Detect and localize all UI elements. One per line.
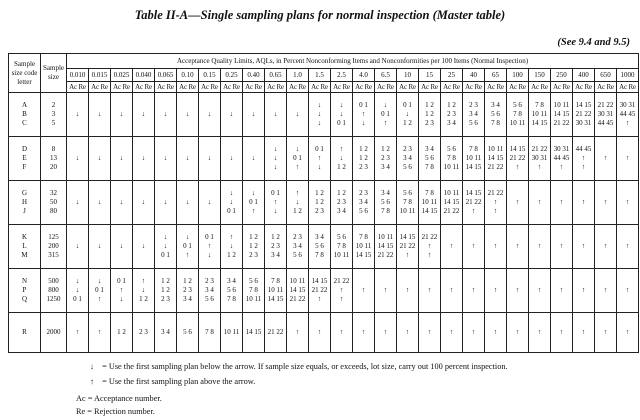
plan-cell: ↓ <box>89 225 111 269</box>
ac-re-label: Ac Re <box>617 82 639 93</box>
plan-cell: ↓ 0 1 ↑ <box>177 225 199 269</box>
plan-cell: ↓ <box>199 137 221 181</box>
plan-cell: ↑ <box>551 225 573 269</box>
plan-cell: ↑ <box>551 269 573 313</box>
plan-cell: ↓ <box>287 93 309 137</box>
plan-cell: 7 8 10 11 14 15 <box>463 137 485 181</box>
ac-re-label: Ac Re <box>331 82 353 93</box>
plan-cell: 1 2 2 3 3 4 <box>265 225 287 269</box>
plan-cell: 30 31 44 45 ↑ <box>551 137 573 181</box>
plan-cell: ↑ <box>353 313 375 353</box>
plan-group-row <box>9 181 639 225</box>
plan-cell: 1 2 1 2 2 3 <box>419 93 441 137</box>
plan-cell: 0 1 ↑ ↓ <box>199 225 221 269</box>
ac-re-label: Ac Re <box>265 82 287 93</box>
plan-cell: ↑ <box>463 313 485 353</box>
sample-sizes: 2000 <box>41 313 67 353</box>
ac-re-label: Ac Re <box>243 82 265 93</box>
plan-cell: 1 2 2 3 3 4 <box>441 93 463 137</box>
plan-cell: 21 22 30 31 44 45 <box>595 93 617 137</box>
plan-cell: ↓ 0 1 ↑ <box>375 93 397 137</box>
plan-cell: ↓ 0 1 ↑ <box>89 269 111 313</box>
plan-cell: ↑ <box>573 225 595 269</box>
plan-cell: ↑ <box>617 225 639 269</box>
aql-value: 2.5 <box>331 69 353 82</box>
plan-cell: ↑ <box>441 225 463 269</box>
plan-cell: 0 1 ↑ ↓ <box>309 137 331 181</box>
sample-size-header: Sample size <box>41 54 67 93</box>
plan-cell: ↑ <box>331 313 353 353</box>
plan-cell: 10 11 14 15 21 22 <box>375 225 397 269</box>
plan-cell: 1 2 <box>111 313 133 353</box>
plan-cell: ↑ <box>573 313 595 353</box>
ac-re-label: Ac Re <box>529 82 551 93</box>
plan-cell: 2 3 3 4 5 6 <box>397 137 419 181</box>
plan-cell: 1 2 1 2 2 3 <box>309 181 331 225</box>
plan-cell: ↓ <box>89 93 111 137</box>
plan-cell: ↓ <box>133 181 155 225</box>
plan-cell: 7 8 <box>199 313 221 353</box>
plan-cell: 5 6 7 8 10 11 <box>331 225 353 269</box>
legend-down <box>84 362 508 371</box>
plan-cell: ↓ <box>243 137 265 181</box>
plan-cell: ↑ <box>529 269 551 313</box>
plan-cell: 3 4 5 6 7 8 <box>485 93 507 137</box>
sample-sizes: 8 13 20 <box>41 137 67 181</box>
plan-cell: ↓ <box>111 225 133 269</box>
plan-group-row <box>9 269 639 313</box>
sampling-plans-table <box>8 53 639 353</box>
plan-cell: ↓ <box>199 93 221 137</box>
plan-cell: ↑ <box>463 269 485 313</box>
ac-re-label: Ac Re <box>397 82 419 93</box>
plan-cell: ↓ <box>199 181 221 225</box>
plan-cell: ↑ <box>375 313 397 353</box>
aql-value: 6.5 <box>375 69 397 82</box>
plan-cell: ↑ <box>551 313 573 353</box>
plan-cell: 3 4 5 6 7 8 <box>309 225 331 269</box>
plan-cell: ↓ <box>133 225 155 269</box>
ac-re-label: Ac Re <box>353 82 375 93</box>
aql-value: 650 <box>595 69 617 82</box>
plan-cell: ↑ <box>595 313 617 353</box>
plan-cell: ↑ <box>595 137 617 181</box>
plan-cell: ↓ <box>67 181 89 225</box>
ac-re-label: Ac Re <box>89 82 111 93</box>
ac-re-label: Ac Re <box>155 82 177 93</box>
plan-cell: 10 11 14 15 21 22 <box>441 181 463 225</box>
plan-cell: ↑ <box>573 269 595 313</box>
aql-value: 1.0 <box>287 69 309 82</box>
plan-cell: ↓ <box>221 137 243 181</box>
ac-re-label: Ac Re <box>177 82 199 93</box>
aql-value: 40 <box>463 69 485 82</box>
plan-cell: ↓ <box>155 181 177 225</box>
plan-cell: 7 8 10 11 14 15 <box>265 269 287 313</box>
ac-re-label: Ac Re <box>111 82 133 93</box>
plan-cell: 10 11 14 15 21 22 <box>485 137 507 181</box>
plan-cell: ↑ <box>485 269 507 313</box>
plan-cell: ↓ 0 1 ↑ <box>287 137 309 181</box>
plan-cell: 1 2 2 3 3 4 <box>177 269 199 313</box>
plan-cell: ↓ <box>67 137 89 181</box>
plan-body <box>9 93 639 353</box>
plan-cell: 21 22 30 31 ↑ <box>529 137 551 181</box>
plan-cell: 14 15 21 22 ↑ <box>309 269 331 313</box>
aql-value: 0.15 <box>199 69 221 82</box>
plan-cell: 1 2 2 3 3 4 <box>331 181 353 225</box>
plan-cell: ↓ <box>111 93 133 137</box>
aql-value: 0.40 <box>243 69 265 82</box>
plan-cell: 7 8 10 11 14 15 <box>353 225 375 269</box>
ac-re-label: Ac Re <box>507 82 529 93</box>
plan-cell: 1 2 1 2 2 3 <box>155 269 177 313</box>
plan-cell: ↑ <box>617 181 639 225</box>
aql-value: 150 <box>529 69 551 82</box>
down-arrow-icon: ↓ <box>89 362 95 371</box>
plan-cell: ↑ <box>441 313 463 353</box>
plan-cell: ↑ <box>397 269 419 313</box>
aql-value: 4.0 <box>353 69 375 82</box>
sample-sizes: 500 800 1250 <box>41 269 67 313</box>
ac-re-row <box>9 82 639 93</box>
plan-cell: ↓ <box>89 137 111 181</box>
plan-cell: 0 1 ↓ 1 2 <box>397 93 419 137</box>
plan-cell: ↓ <box>177 137 199 181</box>
sample-sizes: 125 200 315 <box>41 225 67 269</box>
plan-cell: ↑ <box>529 225 551 269</box>
plan-cell: ↑ <box>529 313 551 353</box>
plan-group-row <box>9 93 639 137</box>
aql-value: 0.015 <box>89 69 111 82</box>
plan-cell: ↓ <box>111 181 133 225</box>
plan-cell: 5 6 7 8 10 11 <box>397 181 419 225</box>
plan-cell: ↓ <box>67 225 89 269</box>
aql-caption: Acceptance Quality Limits, AQLs, in Percent Nonconforming Items and Nonconformities per 100 Items (Normal Inspection) <box>67 54 639 69</box>
plan-cell: 30 31 44 45 ↑ <box>617 93 639 137</box>
ac-re-label: Ac Re <box>221 82 243 93</box>
legend-down-text: = Use the first sampling plan below the arrow. If sample size equals, or exceeds, lot size, carry out 100 percent inspection. <box>102 362 508 371</box>
plan-cell: 21 22 <box>265 313 287 353</box>
aql-value: 15 <box>419 69 441 82</box>
plan-cell: ↑ <box>617 313 639 353</box>
plan-cell: 0 1 ↑ ↓ <box>265 181 287 225</box>
plan-cell: ↑ <box>419 269 441 313</box>
plan-cell: ↑ <box>595 181 617 225</box>
plan-cell: ↓ <box>67 93 89 137</box>
legend-up-text: = Use the first sampling plan above the arrow. <box>102 377 256 386</box>
plan-cell: ↓ ↓ 0 1 <box>331 93 353 137</box>
plan-cell: ↑ <box>309 313 331 353</box>
plan-cell: 5 6 <box>177 313 199 353</box>
plan-cell: ↓ <box>111 137 133 181</box>
ac-re-label: Ac Re <box>287 82 309 93</box>
plan-cell: ↑ <box>353 269 375 313</box>
plan-cell: ↓ ↓ ↓ <box>309 93 331 137</box>
plan-cell: 3 4 5 6 7 8 <box>375 181 397 225</box>
plan-cell: ↑ <box>89 313 111 353</box>
code-letters: G H J <box>9 181 41 225</box>
plan-cell: ↑ <box>397 313 419 353</box>
plan-cell: ↓ <box>155 93 177 137</box>
plan-cell: ↑ <box>617 137 639 181</box>
plan-cell: 1 2 1 2 2 3 <box>353 137 375 181</box>
table-title: Table II-A—Single sampling plans for normal inspection (Master table) <box>134 8 506 22</box>
plan-cell: 3 4 <box>155 313 177 353</box>
sample-sizes: 2 3 5 <box>41 93 67 137</box>
plan-cell: ↑ <box>463 225 485 269</box>
plan-cell: 14 15 <box>243 313 265 353</box>
code-letters: A B C <box>9 93 41 137</box>
plan-cell: 2 3 3 4 5 6 <box>463 93 485 137</box>
aql-value: 0.040 <box>133 69 155 82</box>
plan-cell: ↓ <box>221 93 243 137</box>
plan-cell: ↓ <box>155 137 177 181</box>
plan-cell: 21 22 ↑ ↑ <box>331 269 353 313</box>
section-reference: (See 9.4 and 9.5) <box>557 37 630 48</box>
plan-group-row <box>9 225 639 269</box>
plan-cell: 3 4 5 6 7 8 <box>419 137 441 181</box>
plan-cell: ↑ <box>419 313 441 353</box>
plan-cell: 5 6 7 8 10 11 <box>507 93 529 137</box>
plan-cell: ↓ <box>89 181 111 225</box>
plan-cell: 5 6 7 8 10 11 <box>441 137 463 181</box>
plan-cell: ↑ ↓ 1 2 <box>287 181 309 225</box>
plan-cell: 1 2 1 2 2 3 <box>243 225 265 269</box>
plan-cell: 10 11 14 15 21 22 <box>551 93 573 137</box>
code-letter-header: Sample size code letter <box>9 54 41 93</box>
plan-cell: ↓ ↓ 0 1 <box>67 269 89 313</box>
aql-value: 0.10 <box>177 69 199 82</box>
plan-cell: ↑ <box>485 313 507 353</box>
legend-up <box>84 377 255 386</box>
plan-cell: ↓ <box>133 137 155 181</box>
aql-value: 25 <box>441 69 463 82</box>
plan-cell: 21 22 ↑ ↑ <box>485 181 507 225</box>
plan-cell: 7 8 10 11 14 15 <box>419 181 441 225</box>
sample-sizes: 32 50 80 <box>41 181 67 225</box>
ac-re-label: Ac Re <box>463 82 485 93</box>
aql-value: 0.065 <box>155 69 177 82</box>
ac-re-label: Ac Re <box>67 82 89 93</box>
plan-cell: ↑ <box>507 181 529 225</box>
ac-re-label: Ac Re <box>595 82 617 93</box>
plan-cell: ↓ <box>265 93 287 137</box>
plan-cell: ↑ <box>507 269 529 313</box>
legend-ac: Ac = Acceptance number. <box>76 394 162 403</box>
plan-cell: ↓ 0 1 ↑ <box>243 181 265 225</box>
plan-cell: ↑ <box>595 225 617 269</box>
plan-cell: ↑ <box>595 269 617 313</box>
aql-value: 1000 <box>617 69 639 82</box>
aql-value: 0.025 <box>111 69 133 82</box>
plan-cell: ↓ <box>243 93 265 137</box>
ac-re-label: Ac Re <box>441 82 463 93</box>
plan-cell: 0 1 ↑ ↓ <box>111 269 133 313</box>
plan-cell: ↑ ↓ 1 2 <box>133 269 155 313</box>
ac-re-label: Ac Re <box>485 82 507 93</box>
code-letters: D E F <box>9 137 41 181</box>
plan-cell: 2 3 3 4 5 6 <box>353 181 375 225</box>
plan-cell: 14 15 21 22 ↑ <box>397 225 419 269</box>
ac-re-label: Ac Re <box>419 82 441 93</box>
code-letters: K L M <box>9 225 41 269</box>
plan-cell: ↑ ↓ 1 2 <box>221 225 243 269</box>
plan-cell: 3 4 5 6 7 8 <box>221 269 243 313</box>
aql-value: 1.5 <box>309 69 331 82</box>
plan-cell: ↓ <box>177 181 199 225</box>
aql-value: 0.65 <box>265 69 287 82</box>
plan-cell: 14 15 21 22 ↑ <box>507 137 529 181</box>
aql-value: 0.010 <box>67 69 89 82</box>
plan-cell: ↓ ↓ 0 1 <box>221 181 243 225</box>
legend-re: Re = Rejection number. <box>76 407 155 416</box>
aql-value: 0.25 <box>221 69 243 82</box>
plan-cell: ↑ <box>573 181 595 225</box>
plan-cell: ↑ <box>507 225 529 269</box>
code-letters: N P Q <box>9 269 41 313</box>
ac-re-label: Ac Re <box>309 82 331 93</box>
aql-value: 100 <box>507 69 529 82</box>
plan-cell: ↓ <box>133 93 155 137</box>
plan-cell: 10 11 14 15 21 22 <box>287 269 309 313</box>
plan-cell: ↑ <box>287 313 309 353</box>
plan-cell: ↑ <box>375 269 397 313</box>
aql-values-row <box>9 69 639 82</box>
plan-cell: 2 3 <box>133 313 155 353</box>
plan-cell: ↑ <box>529 181 551 225</box>
ac-re-label: Ac Re <box>199 82 221 93</box>
plan-cell: ↑ <box>551 181 573 225</box>
up-arrow-icon: ↑ <box>89 377 95 386</box>
plan-cell: 0 1 ↑ ↓ <box>353 93 375 137</box>
ac-re-label: Ac Re <box>551 82 573 93</box>
plan-cell: ↑ <box>67 313 89 353</box>
aql-value: 65 <box>485 69 507 82</box>
plan-cell: 2 3 3 4 5 6 <box>199 269 221 313</box>
aql-value: 10 <box>397 69 419 82</box>
plan-cell: 1 2 2 3 3 4 <box>375 137 397 181</box>
plan-cell: 5 6 7 8 10 11 <box>243 269 265 313</box>
aql-value: 250 <box>551 69 573 82</box>
plan-cell: 14 15 21 22 ↑ <box>463 181 485 225</box>
plan-cell: 10 11 <box>221 313 243 353</box>
plan-cell: ↑ <box>507 313 529 353</box>
plan-cell: 2 3 3 4 5 6 <box>287 225 309 269</box>
aql-value: 400 <box>573 69 595 82</box>
ac-re-label: Ac Re <box>133 82 155 93</box>
ac-re-label: Ac Re <box>573 82 595 93</box>
plan-cell: ↓ ↓ 0 1 <box>155 225 177 269</box>
plan-cell: ↓ ↓ ↓ <box>265 137 287 181</box>
plan-cell: 44 45 ↑ ↑ <box>573 137 595 181</box>
plan-group-row <box>9 313 639 353</box>
plan-cell: 14 15 21 22 30 31 <box>573 93 595 137</box>
plan-cell: ↑ ↓ 1 2 <box>331 137 353 181</box>
ac-re-label: Ac Re <box>375 82 397 93</box>
plan-cell: ↓ <box>177 93 199 137</box>
plan-cell: ↑ <box>441 269 463 313</box>
plan-cell: 21 22 ↑ ↑ <box>419 225 441 269</box>
plan-group-row <box>9 137 639 181</box>
plan-cell: ↑ <box>617 269 639 313</box>
code-letters: R <box>9 313 41 353</box>
plan-cell: ↑ <box>485 225 507 269</box>
plan-cell: 7 8 10 11 14 15 <box>529 93 551 137</box>
